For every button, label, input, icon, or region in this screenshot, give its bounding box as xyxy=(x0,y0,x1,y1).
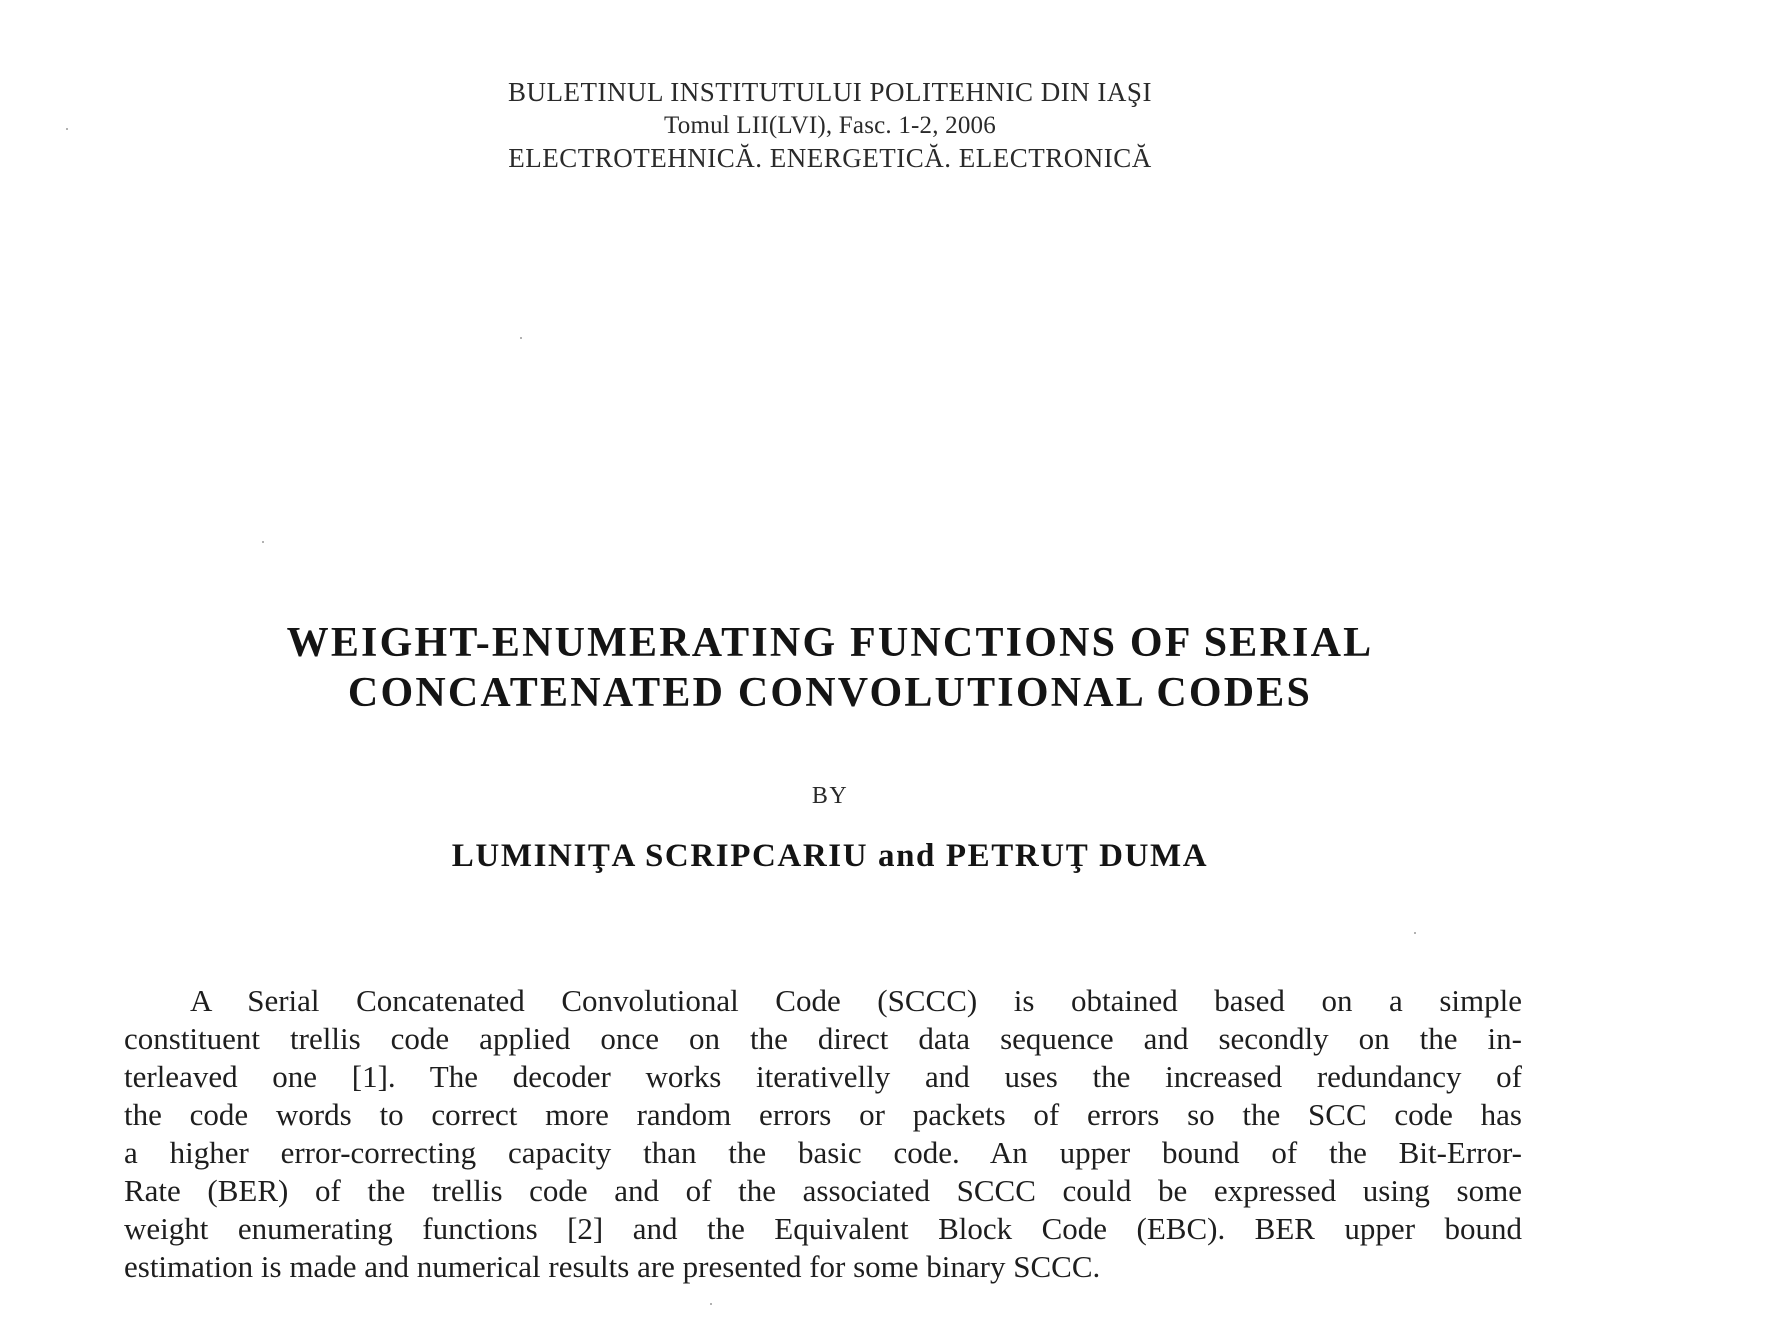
abstract-line: a higher error-correcting capacity than the basic code. An upper bound of the Bit-Error- xyxy=(124,1135,1522,1170)
journal-name: BULETINUL INSTITUTULUI POLITEHNIC DIN IAŞI xyxy=(508,77,1152,107)
journal-header xyxy=(0,76,1660,175)
abstract-line: estimation is made and numerical results are presented for some binary SCCC. xyxy=(124,1249,1101,1284)
article-title-line: WEIGHT-ENUMERATING FUNCTIONS OF SERIAL xyxy=(286,620,1374,666)
article-title-line: CONCATENATED CONVOLUTIONAL CODES xyxy=(347,670,1313,716)
abstract xyxy=(124,982,1522,1286)
abstract-line: Rate (BER) of the trellis code and of the associated SCCC could be expressed using some xyxy=(124,1173,1522,1208)
journal-volume: Tomul LII(LVI), Fasc. 1-2, 2006 xyxy=(664,112,996,139)
scan-speck xyxy=(520,337,522,339)
scan-speck xyxy=(710,1303,712,1305)
author-list: LUMINIŢA SCRIPCARIU and PETRUŢ DUMA xyxy=(451,838,1209,874)
journal-section: ELECTROTEHNICĂ. ENERGETICĂ. ELECTRONICĂ xyxy=(508,143,1152,173)
abstract-line: the code words to correct more random errors or packets of errors so the SCC code has xyxy=(124,1097,1522,1132)
article-title xyxy=(0,618,1660,718)
by-line: BY xyxy=(811,783,849,809)
scan-speck xyxy=(66,128,68,130)
abstract-line: constituent trellis code applied once on the direct data sequence and secondly on the in- xyxy=(124,1021,1522,1056)
abstract-line: weight enumerating functions [2] and the Equivalent Block Code (EBC). BER upper bound xyxy=(124,1211,1522,1246)
scan-speck xyxy=(1414,932,1416,934)
abstract-line: terleaved one [1]. The decoder works iterativelly and uses the increased redundancy of xyxy=(124,1059,1522,1094)
scan-speck xyxy=(262,541,264,543)
abstract-line: A Serial Concatenated Convolutional Code (SCCC) is obtained based on a simple xyxy=(190,983,1522,1018)
